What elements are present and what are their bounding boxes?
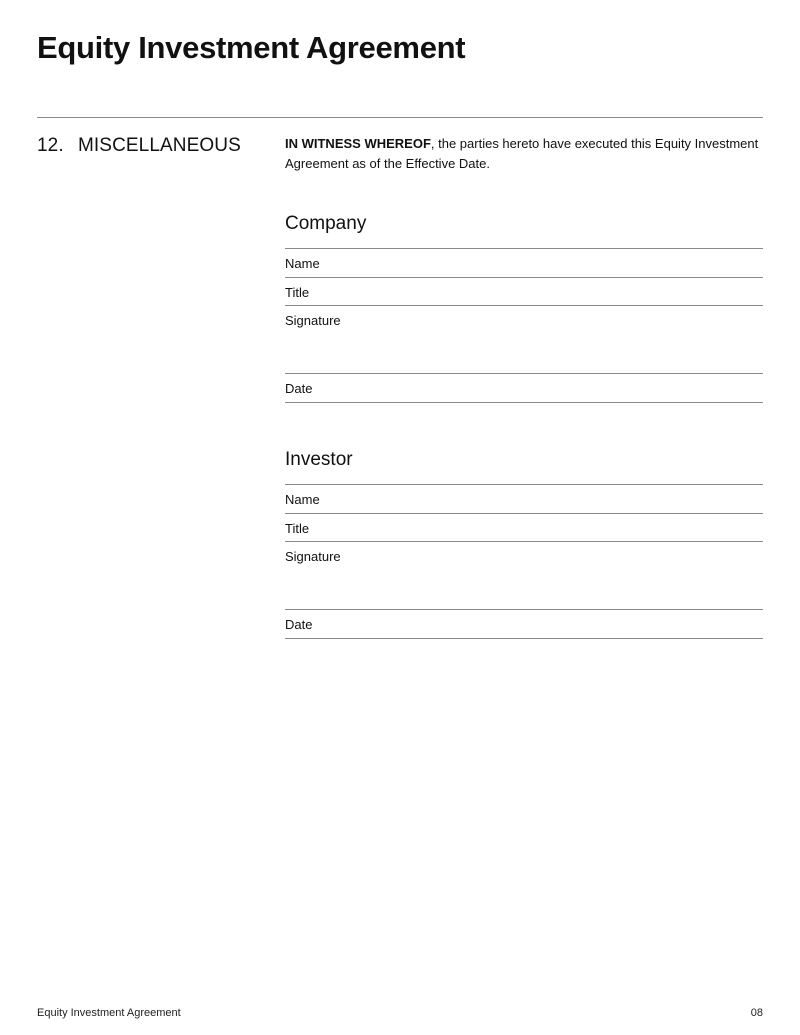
signature-content: [285, 134, 763, 632]
field-label: Date: [285, 617, 313, 632]
field-label: Signature: [285, 313, 341, 328]
section-title: MISCELLANEOUS: [78, 135, 241, 156]
party-title-company: Company: [285, 213, 367, 234]
investor-date-field[interactable]: [285, 609, 763, 639]
field-label: Title: [285, 521, 310, 536]
page-number: 08: [750, 1007, 763, 1019]
witness-clause: [285, 134, 763, 174]
company-title-field[interactable]: [285, 277, 763, 305]
company-name-field[interactable]: [285, 248, 763, 277]
investor-signature-block: [285, 448, 763, 639]
title-divider: [37, 117, 763, 118]
field-label: Title: [285, 285, 310, 300]
footer-document-title: Equity Investment Agreement: [37, 1007, 181, 1019]
field-label: Signature: [285, 549, 341, 564]
investor-signature-field[interactable]: [285, 541, 763, 609]
company-signature-block: [285, 212, 763, 403]
company-signature-field[interactable]: [285, 305, 763, 373]
field-label: Date: [285, 381, 313, 396]
field-label: Name: [285, 256, 320, 271]
party-title-investor: Investor: [285, 449, 353, 470]
field-label: Name: [285, 492, 320, 507]
witness-body: , the parties hereto have executed this Equity Investment Agreement as of the Effective Date.: [285, 136, 759, 171]
company-date-field[interactable]: [285, 373, 763, 403]
investor-title-field[interactable]: [285, 513, 763, 541]
witness-lead: IN WITNESS WHEREOF: [285, 136, 431, 151]
section-heading: [37, 134, 241, 158]
investor-name-field[interactable]: [285, 484, 763, 513]
section-number: 12.: [37, 135, 64, 156]
document-title: Equity Investment Agreement: [37, 30, 466, 65]
